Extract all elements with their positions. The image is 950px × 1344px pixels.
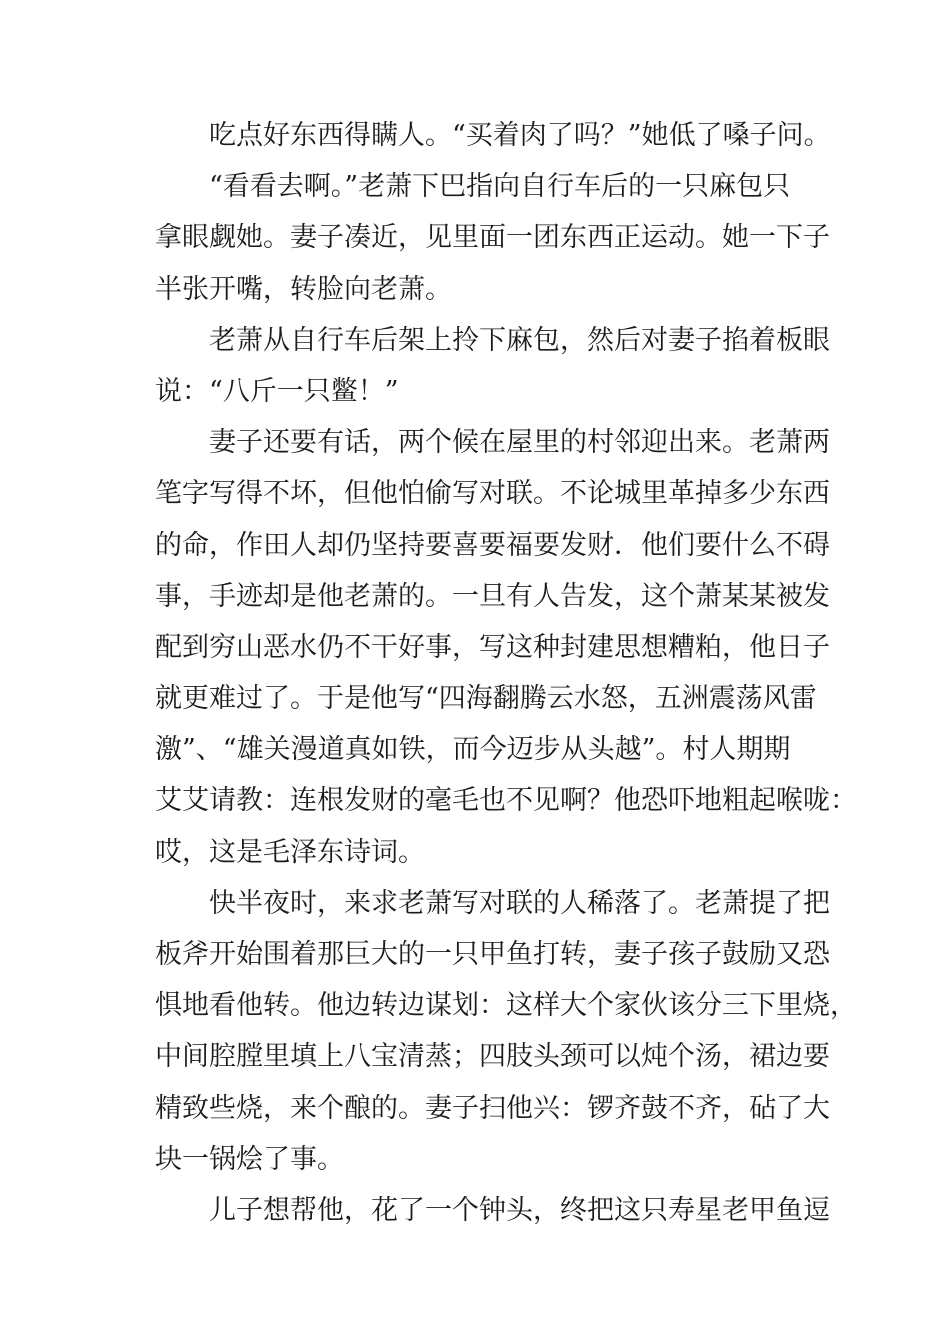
- text-line: 说：“八斤一只鳖！”: [155, 375, 399, 407]
- text-line: 吃点好东西得瞒人。“买着肉了吗？”她低了嗓子问。: [209, 120, 831, 151]
- text-line: 激”、“雄关漫道真如铁，而今迈步从头越”。村人期期: [155, 734, 791, 766]
- text-line: 块一锅烩了事。: [155, 1143, 344, 1175]
- text-line: 的命，作田人却仍坚持要喜要福要发财．他们要什么不碍: [155, 529, 830, 561]
- text-line: 半张开嘴，转脸向老萧。: [155, 273, 452, 305]
- text-line: 艾艾请教：连根发财的毫毛也不见啊？他恐吓地粗起喉咙：: [155, 785, 857, 817]
- text-line: 拿眼觑她。妻子凑近，见里面一团东西正运动。她一下子: [155, 222, 830, 254]
- text-line: 哎，这是毛泽东诗词。: [155, 836, 425, 868]
- text-line: 快半夜时，来求老萧写对联的人稀落了。老萧提了把: [209, 887, 830, 919]
- text-line: 精致些烧，来个酿的。妻子扫他兴：锣齐鼓不齐，砧了大: [155, 1092, 830, 1124]
- text-line: 就更难过了。于是他写“四海翻腾云水怒，五洲震荡风雷: [155, 683, 817, 715]
- text-line: “看看去啊。”老萧下巴指向自行车后的一只麻包只: [209, 171, 791, 203]
- text-line: 儿子想帮他，花了一个钟头，终把这只寿星老甲鱼逗: [209, 1194, 830, 1226]
- body-text: [155, 110, 857, 1236]
- text-line: 笔字写得不坏，但他怕偷写对联。不论城里革掉多少东西: [155, 478, 830, 510]
- text-line: 老萧从自行车后架上拎下麻包，然后对妻子掐着板眼: [209, 324, 830, 356]
- text-line: 事，手迹却是他老萧的。一旦有人告发，这个萧某某被发: [155, 580, 830, 612]
- text-line: 配到穷山恶水仍不干好事，写这种封建思想糟粕，他日子: [155, 631, 830, 663]
- text-line: 妻子还要有话，两个候在屋里的村邻迎出来。老萧两: [209, 427, 830, 459]
- text-line: 中间腔膛里填上八宝清蒸；四肢头颈可以炖个汤，裙边要: [155, 1041, 830, 1073]
- text-line: 惧地看他转。他边转边谋划：这样大个家伙该分三下里烧，: [155, 990, 857, 1022]
- text-line: 板斧开始围着那巨大的一只甲鱼打转，妻子孩子鼓励又恐: [155, 939, 830, 970]
